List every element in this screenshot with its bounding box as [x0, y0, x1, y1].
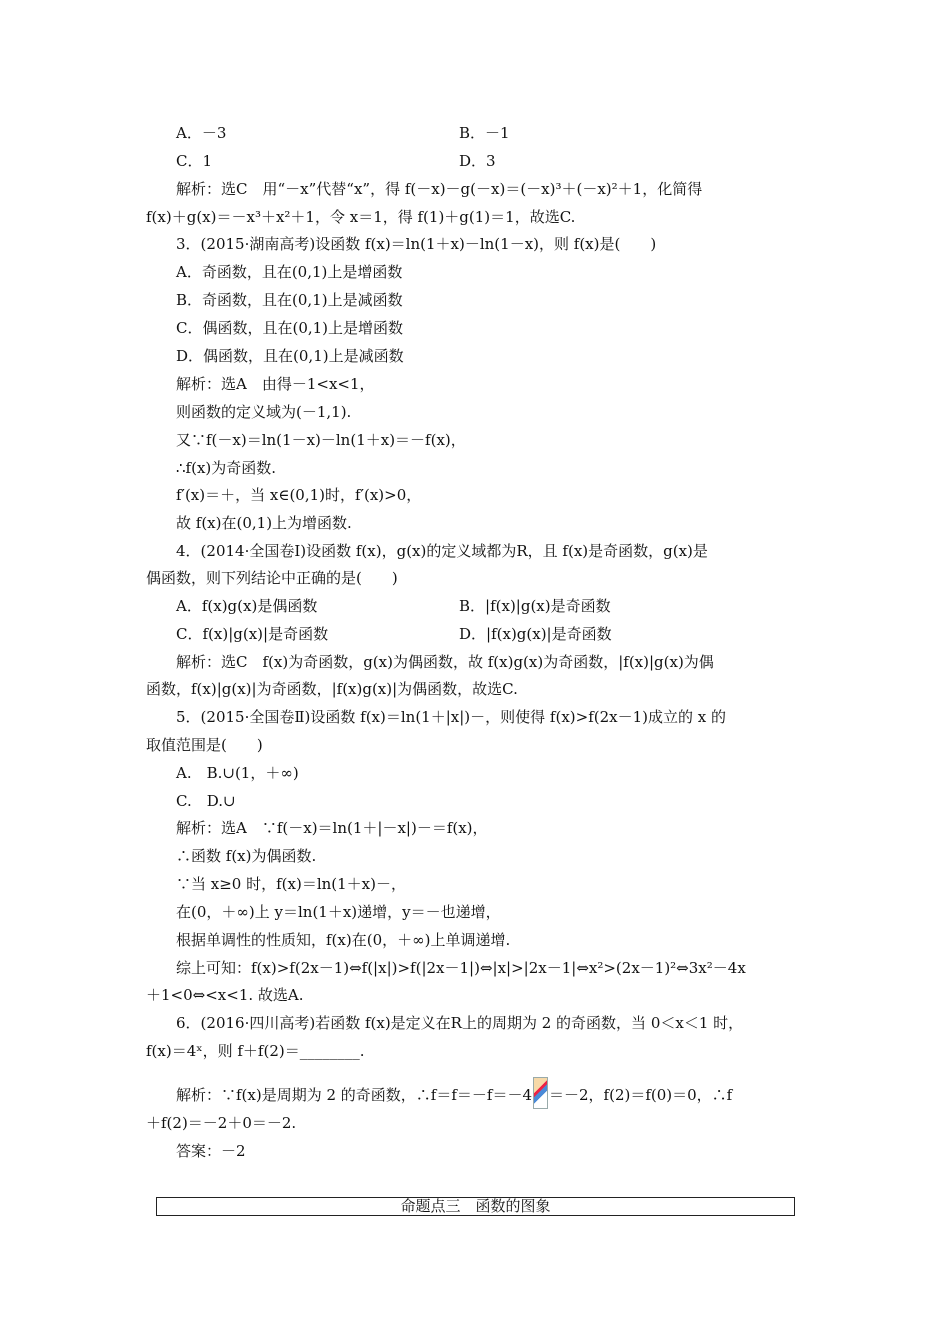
question-4: 4．(2014·全国卷Ⅰ)设函数 f(x)，g(x)的定义域都为R，且 f(x)是奇函数，g(x)是 — [176, 542, 708, 560]
question-6-cont: f(x)＝4ˣ，则 f＋f(2)＝________. — [146, 1042, 365, 1060]
option-c: C．f(x)|g(x)|是奇函数 — [176, 625, 329, 643]
option-b: B．奇函数，且在(0,1)上是减函数 — [176, 291, 403, 309]
option-c: C．1 — [176, 152, 213, 170]
option-b: B．|f(x)|g(x)是奇函数 — [459, 597, 611, 615]
solution-line: 故 f(x)在(0,1)上为增函数. — [176, 514, 352, 532]
broken-image-icon — [533, 1077, 548, 1109]
question-4-cont: 偶函数，则下列结论中正确的是( ) — [146, 569, 398, 587]
option-d: D．3 — [459, 152, 496, 170]
option-a: A．f(x)g(x)是偶函数 — [176, 597, 318, 615]
solution-line: 综上可知：f(x)>f(2x－1)⇔f(|x|)>f(|2x－1|)⇔|x|>|2x－1|⇔x²>(2x－1)²⇔3x²－4x — [176, 959, 746, 977]
question-5-cont: 取值范围是( ) — [146, 736, 263, 754]
solution-line: 解析：选A 由得－1<x<1， — [176, 375, 375, 393]
solution-line: 解析：选C f(x)为奇函数，g(x)为偶函数，故 f(x)g(x)为奇函数，|f(x)|g(x)为偶 — [176, 653, 714, 671]
solution-line: f′(x)＝＋，当 x∈(0,1)时，f′(x)>0， — [176, 486, 422, 504]
solution-line: 又∵f(－x)＝ln(1－x)－ln(1＋x)＝－f(x)， — [176, 431, 466, 449]
option-a: A．奇函数，且在(0,1)上是增函数 — [176, 263, 403, 281]
option-b: B．－1 — [459, 124, 510, 142]
answer-line: 答案：－2 — [176, 1142, 246, 1160]
solution-line: 解析：选C 用“－x”代替“x”，得 f(－x)－g(－x)＝(－x)³＋(－x)²＋1，化简得 — [176, 180, 703, 198]
solution-line: ∵当 x≥0 时，f(x)＝ln(1＋x)－， — [176, 875, 406, 893]
section-header-box — [156, 1197, 795, 1216]
solution-line: ＋1<0⇔<x<1. 故选A. — [146, 986, 304, 1004]
option-c: C．偶函数，且在(0,1)上是增函数 — [176, 319, 404, 337]
solution-line: 根据单调性的性质知，f(x)在(0，＋∞)上单调递增. — [176, 931, 511, 949]
option-cd: C. D.∪ — [176, 792, 236, 810]
section-title: 命题点三 函数的图象 — [400, 1197, 551, 1215]
solution-line: ＋f(2)＝－2＋0＝－2. — [146, 1114, 297, 1132]
solution-line: 在(0，＋∞)上 y＝ln(1＋x)递增，y＝－也递增， — [176, 903, 501, 921]
option-a: A．－3 — [176, 124, 227, 142]
solution-line: 解析：选A ∵f(－x)＝ln(1＋|－x|)－＝f(x)， — [176, 819, 488, 837]
question-6: 6．(2016·四川高考)若函数 f(x)是定义在R上的周期为 2 的奇函数，当 0＜x＜1 时， — [176, 1014, 744, 1032]
question-3: 3．(2015·湖南高考)设函数 f(x)＝ln(1＋x)－ln(1－x)，则 f(x)是( ) — [176, 235, 657, 253]
solution-line: f(x)＋g(x)＝－x³＋x²＋1，令 x＝1，得 f(1)＋g(1)＝1，故选C. — [146, 208, 576, 226]
solution-line: 函数，f(x)|g(x)|为奇函数，|f(x)g(x)|为偶函数，故选C. — [146, 680, 518, 698]
option-ab: A. B.∪(1，＋∞) — [176, 764, 299, 782]
option-d: D．偶函数，且在(0,1)上是减函数 — [176, 347, 404, 365]
solution-line: ∴f(x)为奇函数. — [176, 459, 277, 477]
solution-line: 则函数的定义域为(－1,1). — [176, 403, 352, 421]
solution-text: 解析：∵f(x)是周期为 2 的奇函数，∴f＝f＝－f＝－4 — [176, 1086, 532, 1104]
option-d: D．|f(x)g(x)|是奇函数 — [459, 625, 612, 643]
solution-line — [176, 1077, 732, 1109]
solution-line: ∴函数 f(x)为偶函数. — [176, 847, 317, 865]
question-5: 5．(2015·全国卷Ⅱ)设函数 f(x)＝ln(1＋|x|)－，则使得 f(x)>f(2x－1)成立的 x 的 — [176, 708, 726, 726]
solution-text: ＝－2，f(2)＝f(0)＝0，∴f — [549, 1086, 733, 1104]
